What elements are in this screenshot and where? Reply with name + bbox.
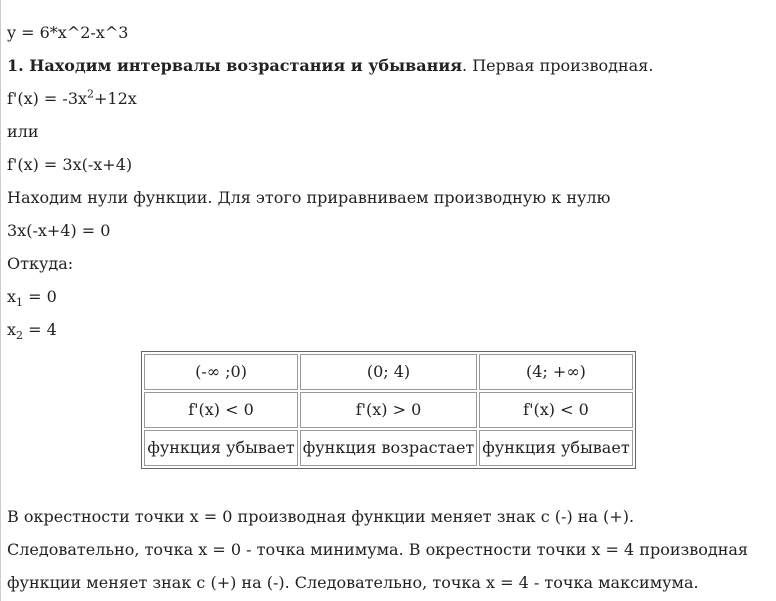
table-cell-behavior-3: функция убывает xyxy=(479,430,632,466)
table-cell-sign-1: f'(x) < 0 xyxy=(144,392,297,428)
function-definition: y = 6*x^2-x^3 xyxy=(7,23,129,42)
root-1-value: = 0 xyxy=(23,287,57,306)
step-heading xyxy=(7,49,770,82)
table-cell-behavior-2: функция возрастает xyxy=(300,430,478,466)
table-cell-behavior-1: функция убывает xyxy=(144,430,297,466)
table-cell-interval-1: (-∞ ;0) xyxy=(144,354,297,390)
root-2-base: x xyxy=(7,320,17,339)
root-1 xyxy=(7,280,770,313)
conclusion-paragraph: В окрестности точки x = 0 производная функции меняет знак с (-) на (+). Следовательно, точка x = 0 - точка минимума. В окрестности точки x = 4 производная функции меняет знак с (+) на (-). Следовательно, точка x = 4 - точка максимума. xyxy=(7,507,749,592)
table-cell-sign-3: f'(x) < 0 xyxy=(479,392,632,428)
table-row-derivative-sign xyxy=(144,392,632,428)
derivative-base: f'(x) = -3x xyxy=(7,89,88,108)
first-derivative-expanded xyxy=(7,82,770,115)
table-cell-interval-3: (4; +∞) xyxy=(479,354,632,390)
whence-label: Откуда: xyxy=(7,254,74,273)
root-1-index: 1 xyxy=(16,296,24,310)
table-row-intervals xyxy=(144,354,632,390)
root-1-base: x xyxy=(7,287,17,306)
root-2-value: = 4 xyxy=(23,320,57,339)
derivative-rest: +12x xyxy=(94,89,137,108)
table-cell-sign-2: f'(x) > 0 xyxy=(300,392,478,428)
step-heading-rest: . Первая производная. xyxy=(462,56,654,75)
or-label: или xyxy=(7,122,39,141)
sign-table xyxy=(141,351,635,469)
zero-equation: 3x(-x+4) = 0 xyxy=(7,221,111,240)
find-zeros-text: Находим нули функции. Для этого приравниваем производную к нулю xyxy=(7,188,611,207)
first-derivative-factored: f'(x) = 3x(-x+4) xyxy=(7,155,133,174)
table-row-behavior xyxy=(144,430,632,466)
page-left-edge xyxy=(0,0,1,601)
table-cell-interval-2: (0; 4) xyxy=(300,354,478,390)
step-heading-bold: 1. Находим интервалы возрастания и убывания xyxy=(7,56,463,75)
root-2 xyxy=(7,313,770,346)
derivative-exponent: 2 xyxy=(87,87,95,101)
root-2-index: 2 xyxy=(16,329,24,343)
